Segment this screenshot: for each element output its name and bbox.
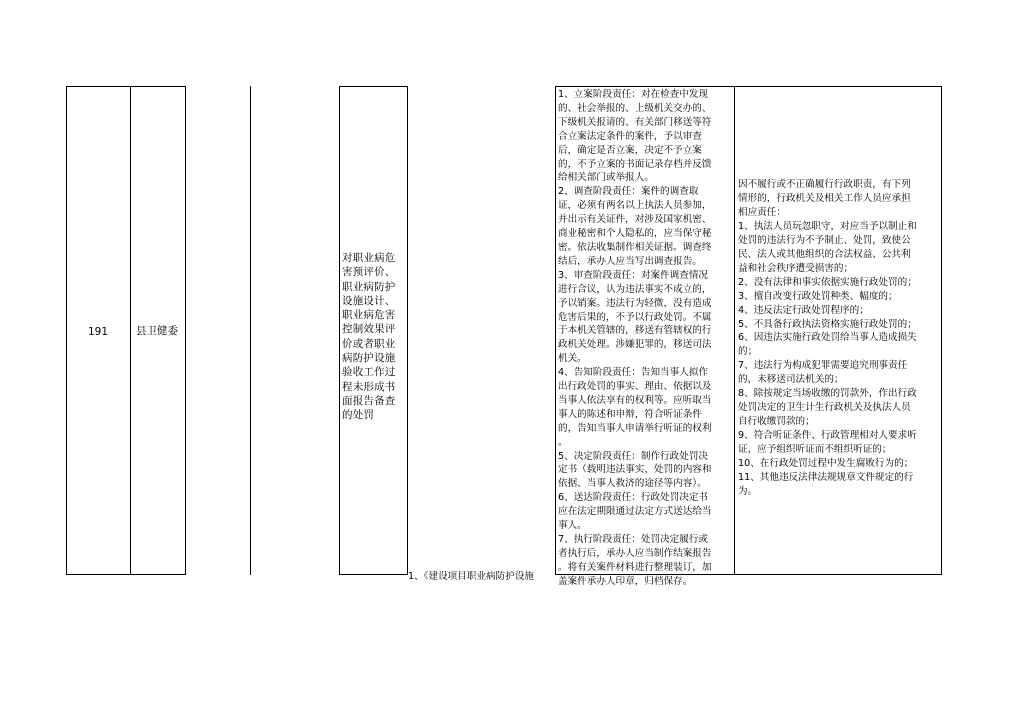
column-divider-4 xyxy=(250,86,251,575)
responsibility-cell: 1、立案阶段责任：对在检查中发现 的、社会举报的、上级机关交办的、 下级机关报请的、有关部门移送等符 合立案法定条件的案件，予以审查 后，确定是否立案，决定不予立案 的，不予立案的书面记录存档并反馈 给相关部门或举报人。 2、调查阶段责任：案件的调查取 证，必须有两名以上执法人员参加， 并出示有关证件，对涉及国家机密、 商业秘密和个人隐私的，应当保守秘 密。依法收集制作相关证据。调查终 结后，承办人应当写出调查报告。 3、审查阶段责任：对案件调查情况 进行合议，认为违法事实不成立的， 予以销案。违法行为轻微，没有造成 危害后果的，不予以行政处罚。不属 于本机关管辖的，移送有管辖权的行 政机关处理。涉嫌犯罪的，移送司法 机关。 4、告知阶段责任：告知当事人拟作 出行政处罚的事实、理由、依据以及 当事人依法享有的权利等。应听取当 事人的陈述和申辩，符合听证条件 的，告知当事人申请举行听证的权利 。 5、决定阶段责任：制作行政处罚决 定书（载明违法事实、处罚的内容和 依据、当事人救济的途径等内容）。 6、送达阶段责任：行政处罚决定书 应在法定期限通过法定方式送达给当 事人。 7、执行阶段责任：处罚决定履行或 者执行后，承办人应当制作结案报告 。将有关案件材料进行整理装订，加 盖案件承办人印章，归档保存。 xyxy=(558,89,712,587)
column-divider-6 xyxy=(407,86,408,575)
department-cell: 县卫健委 xyxy=(136,325,178,337)
column-divider-1 xyxy=(66,86,67,575)
column-divider-7 xyxy=(555,86,556,575)
column-divider-8 xyxy=(734,86,735,575)
row-bottom-border-left xyxy=(66,574,185,575)
accountability-cell: 因不履行或不正确履行行政职责，有下列 情形的，行政机关及相关工作人员应承担 相应责任： 1、执法人员玩忽职守，对应当予以制止和 处罚的违法行为不予制止、处罚，致使公 民、法人或其他组织的合法权益、公共利 益和社会秩序遭受损害的； 2、没有法律和事实依据实施行政处罚的； 3、擅自改变行政处罚种类、幅度的； 4、违反法定行政处罚程序的； 5、不具备行政执法资格实施行政处罚的； 6、因违法实施行政处罚给当事人造成损失 的； 7、违法行为构成犯罪需要追究刑事责任 的，未移送司法机关的； 8、除按规定当场收缴的罚款外，作出行政 处罚决定的卫生计生行政机关及执法人员 自行收缴罚款的； 9、符合听证条件、行政管理相对人要求听 证，应予组织听证而不组织听证的； 10、在行政处罚过程中发生腐败行为的； 11、其他违反法律法规规章文件规定的行 为。 xyxy=(738,179,917,497)
row-top-border-right xyxy=(555,86,942,87)
column-divider-9 xyxy=(941,86,942,575)
row-top-border-left xyxy=(66,86,185,87)
column-divider-3 xyxy=(185,86,186,575)
row-number-cell: 191 xyxy=(87,326,109,338)
row-top-border-middle xyxy=(339,86,407,87)
column-divider-5 xyxy=(339,86,340,575)
column-divider-2 xyxy=(130,86,131,575)
item-name-cell: 对职业病危 害预评价、 职业病防护 设施设计、 职业病危害 控制效果评 价或者职业 病防护设施 验收工作过 程未形成书 面报告备查 的处罚 xyxy=(342,252,396,422)
basis-overflow-text: 1、《建设项目职业病防护设施 xyxy=(408,571,535,580)
row-bottom-border-middle xyxy=(339,574,407,575)
